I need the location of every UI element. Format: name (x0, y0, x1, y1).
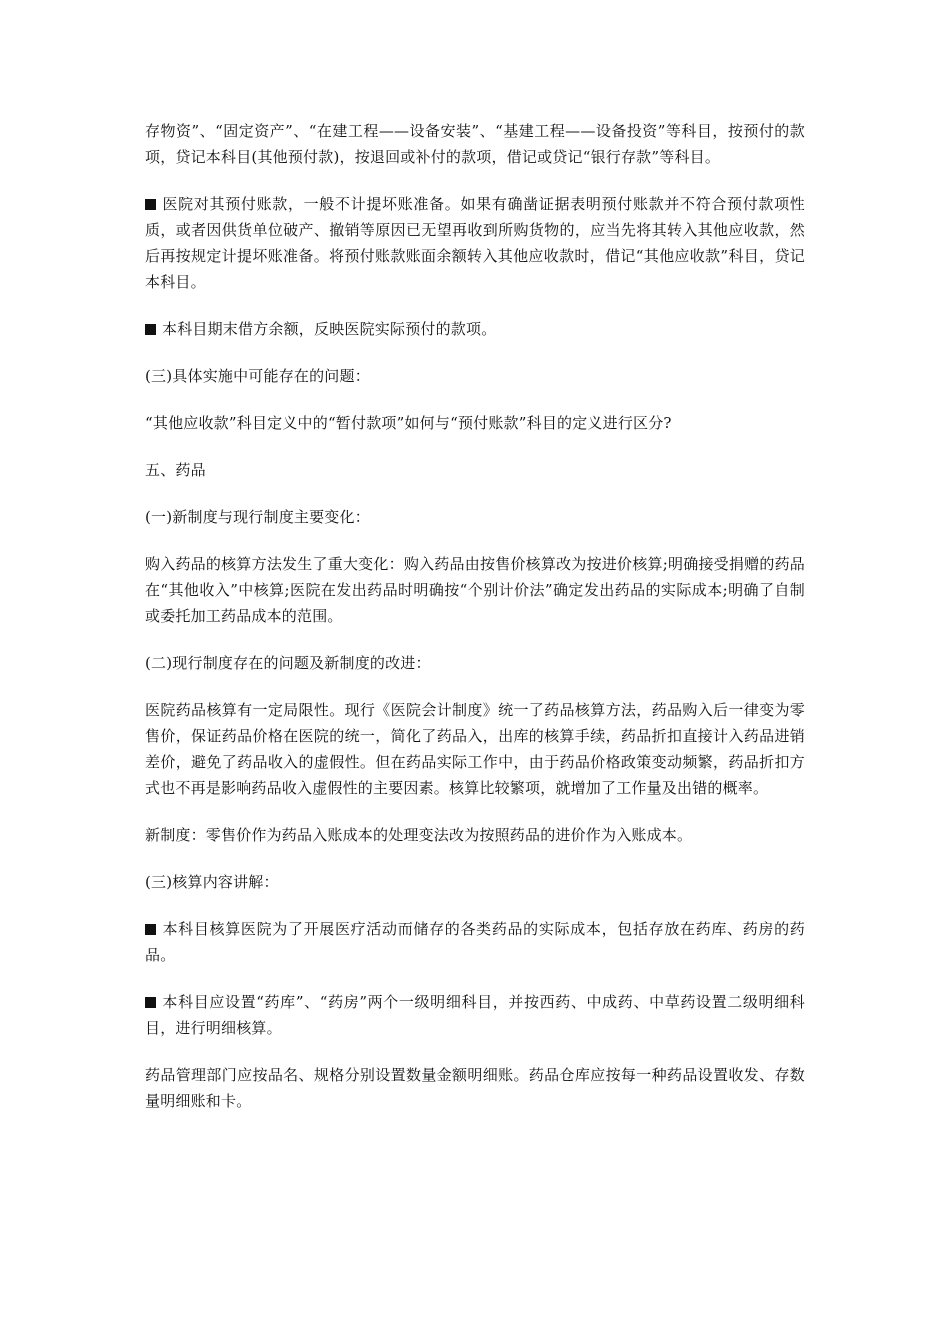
paragraph: 新制度：零售价作为药品入账成本的处理变法改为按照药品的进价作为入账成本。 (145, 826, 693, 844)
paragraph: 药品管理部门应按品名、规格分别设置数量金额明细账。药品仓库应按每一种药品设置收发、存数量明细账和卡。 (145, 1066, 805, 1110)
paragraph: 购入药品的核算方法发生了重大变化：购入药品由按售价核算改为按进价核算;明确接受捐赠的药品在“其他收入”中核算;医院在发出药品时明确按“个别计价法”确定发出药品的实际成本;明确了自制或委托加工药品成本的范围。 (145, 555, 805, 625)
document-body (145, 118, 805, 1135)
subheading: (一)新制度与现行制度主要变化： (145, 508, 370, 526)
square-bullet-icon (145, 324, 156, 335)
paragraph: 医院对其预付账款，一般不计提坏账准备。如果有确凿证据表明预付账款并不符合预付款项性质，或者因供货单位破产、撤销等原因已无望再收到所购货物的，应当先将其转入其他应收款，然后再按规定计提坏账准备。将预付账款账面余额转入其他应收款时，借记“其他应收款”科目，贷记本科目。 (145, 195, 805, 291)
square-bullet-icon (145, 199, 156, 210)
paragraph: 本科目应设置“药库”、“药房”两个一级明细科目，并按西药、中成药、中草药设置二级明细科目，进行明细核算。 (145, 993, 805, 1037)
paragraph: 本科目期末借方余额，反映医院实际预付的款项。 (145, 316, 805, 342)
paragraph: “其他应收款”科目定义中的“暂付款项”如何与“预付账款”科目的定义进行区分? (145, 414, 672, 432)
paragraph: 存物资”、“固定资产”、“在建工程——设备安装”、“基建工程——设备投资”等科目，按预付的款项，贷记本科目(其他预付款)，按退回或补付的款项，借记或贷记“银行存款”等科目。 (145, 122, 805, 166)
paragraph: 医院药品核算有一定局限性。现行《医院会计制度》统一了药品核算方法，药品购入后一律变为零售价，保证药品价格在医院的统一，简化了药品入，出库的核算手续，药品折扣直接计入药品进销差价，避免了药品收入的虚假性。但在药品实际工作中，由于药品价格政策变动频繁，药品折扣方式也不再是影响药品收入虚假性的主要因素。核算比较繁项，就增加了工作量及出错的概率。 (145, 701, 805, 797)
square-bullet-icon (145, 924, 156, 935)
section-heading: 五、药品 (145, 461, 206, 479)
subheading: (三)核算内容讲解： (145, 873, 279, 891)
paragraph: 本科目核算医院为了开展医疗活动而储存的各类药品的实际成本，包括存放在药库、药房的药品。 (145, 920, 805, 964)
subheading: (三)具体实施中可能存在的问题： (145, 367, 370, 385)
subheading: (二)现行制度存在的问题及新制度的改进： (145, 654, 431, 672)
square-bullet-icon (145, 997, 156, 1008)
